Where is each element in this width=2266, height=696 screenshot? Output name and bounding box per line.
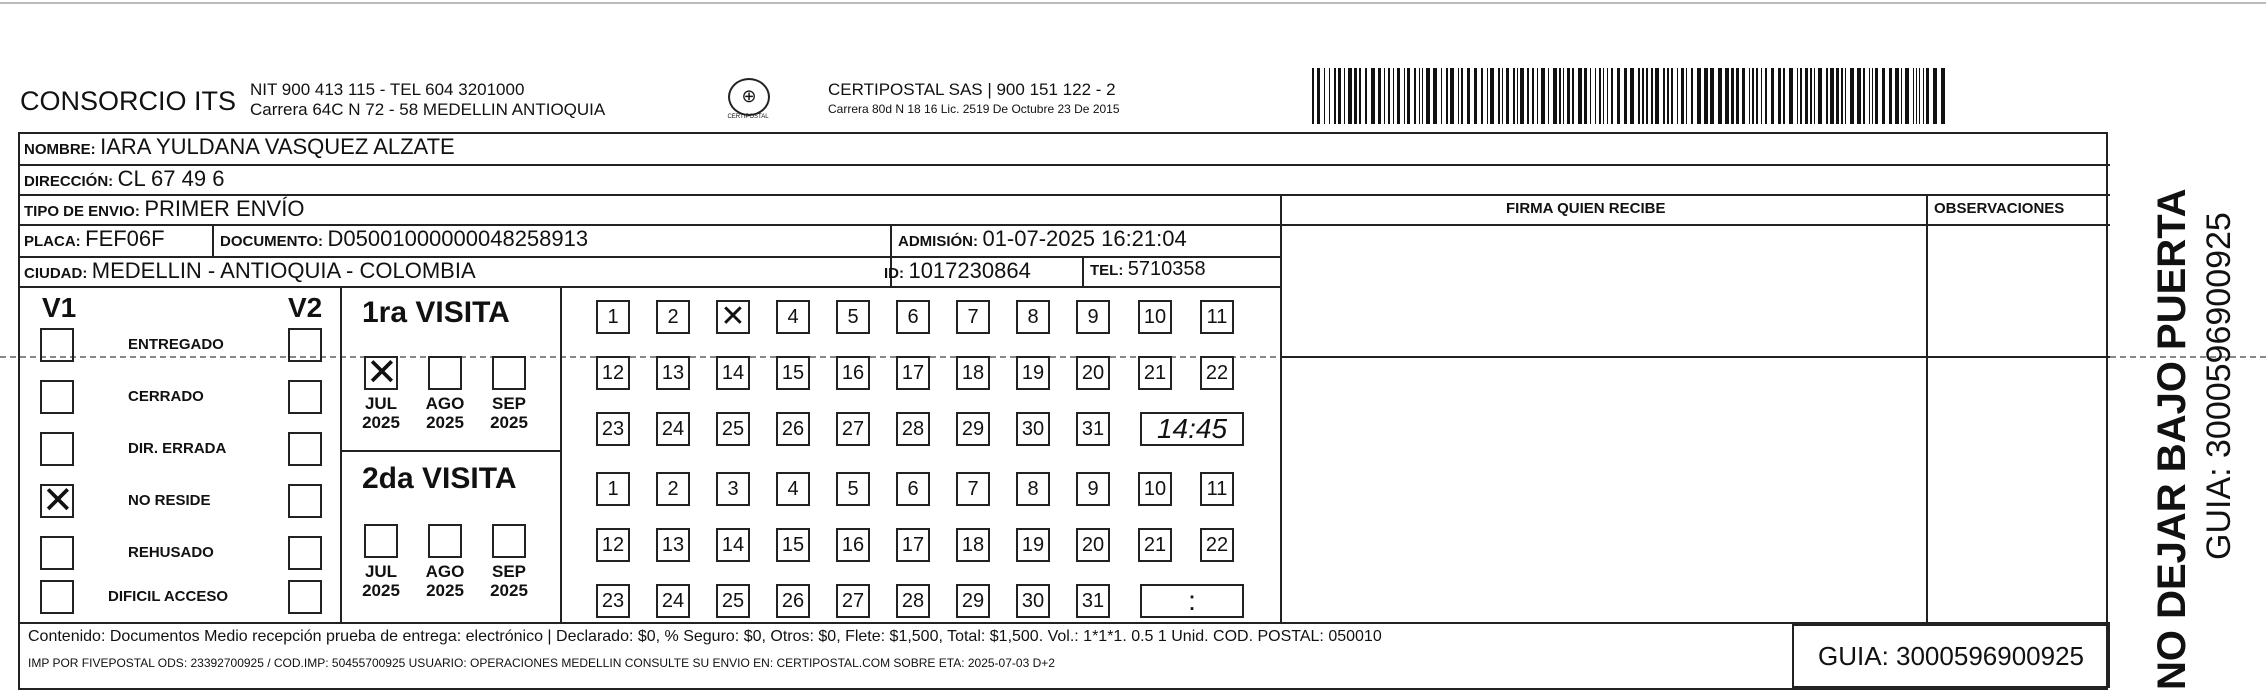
ciudad-field xyxy=(24,258,476,284)
day-box[interactable]: 1 xyxy=(596,472,630,506)
guia-box: GUIA: 3000596900925 xyxy=(1792,624,2110,688)
month-label: JUL 2025 xyxy=(362,562,400,600)
status-label: DIFICIL ACCESO xyxy=(108,588,229,605)
day-box[interactable]: 31 xyxy=(1076,412,1110,446)
v2-checkbox[interactable] xyxy=(288,536,322,570)
day-box[interactable]: 8 xyxy=(1016,472,1050,506)
day-box[interactable]: 21 xyxy=(1138,356,1172,390)
v1-checkbox[interactable] xyxy=(40,432,74,466)
day-box[interactable]: 19 xyxy=(1016,356,1050,390)
month-label: JUL 2025 xyxy=(362,394,400,432)
day-box[interactable]: 5 xyxy=(836,472,870,506)
barcode xyxy=(1312,68,1952,124)
day-box[interactable]: 28 xyxy=(896,584,930,618)
day-box[interactable]: 5 xyxy=(836,300,870,334)
id-value: 1017230864 xyxy=(908,258,1031,283)
delivery-form xyxy=(18,132,2108,690)
admision-value: 01-07-2025 16:21:04 xyxy=(982,226,1187,251)
direccion-row xyxy=(24,166,224,192)
day-box[interactable]: 17 xyxy=(896,356,930,390)
tel-field xyxy=(1090,258,1206,281)
no-dejar-warning: NO DEJAR BAJO PUERTA xyxy=(2150,188,2194,690)
day-box[interactable]: 19 xyxy=(1016,528,1050,562)
month-label: AGO 2025 xyxy=(425,394,465,432)
tipo-label: TIPO DE ENVIO: xyxy=(24,203,140,220)
id-label: ID: xyxy=(884,265,904,282)
status-label: NO RESIDE xyxy=(128,492,211,509)
direccion-label: DIRECCIÓN: xyxy=(24,173,114,190)
day-box[interactable]: 3 xyxy=(716,472,750,506)
top-tear-line xyxy=(0,2,2266,4)
documento-field xyxy=(220,226,588,252)
day-box[interactable]: 11 xyxy=(1200,472,1234,506)
day-box[interactable]: 27 xyxy=(836,584,870,618)
v2-checkbox[interactable] xyxy=(288,328,322,362)
day-box[interactable]: 25 xyxy=(716,412,750,446)
company-nit: NIT 900 413 115 - TEL 604 3201000 xyxy=(250,80,525,99)
ciudad-value: MEDELLIN - ANTIOQUIA - COLOMBIA xyxy=(91,258,476,283)
day-box[interactable]: 17 xyxy=(896,528,930,562)
day-box[interactable]: 12 xyxy=(596,356,630,390)
v2-checkbox[interactable] xyxy=(288,484,322,518)
day-box[interactable]: 2 xyxy=(656,472,690,506)
tel-value: 5710358 xyxy=(1127,258,1206,280)
day-box[interactable]: 13 xyxy=(656,356,690,390)
day-box[interactable]: 24 xyxy=(656,584,690,618)
time-box[interactable]: 14:45 xyxy=(1140,412,1244,446)
status-label: DIR. ERRADA xyxy=(128,440,227,457)
id-field xyxy=(884,258,1031,284)
nombre-value: IARA YULDANA VASQUEZ ALZATE xyxy=(100,134,455,159)
certipostal-logo: ⊕ xyxy=(728,78,770,116)
day-box[interactable]: 18 xyxy=(956,528,990,562)
day-box[interactable]: 10 xyxy=(1138,300,1172,334)
v1-checkbox[interactable] xyxy=(40,328,74,362)
day-box[interactable]: 23 xyxy=(596,584,630,618)
v2-header: V2 xyxy=(288,292,323,323)
status-label: ENTREGADO xyxy=(128,336,224,353)
logo-text: CERTIPOSTAL xyxy=(727,114,769,120)
day-box[interactable]: 6 xyxy=(896,300,930,334)
day-box[interactable]: 28 xyxy=(896,412,930,446)
documento-label: DOCUMENTO: xyxy=(220,233,324,250)
v1-checkbox[interactable] xyxy=(40,380,74,414)
day-box[interactable]: 14 xyxy=(716,528,750,562)
company-info xyxy=(250,80,605,120)
day-box[interactable]: 22 xyxy=(1200,356,1234,390)
day-box[interactable]: 30 xyxy=(1016,584,1050,618)
day-box[interactable]: 2 xyxy=(656,300,690,334)
certipostal-license: Carrera 80d N 18 16 Lic. 2519 De Octubre 23 De 2015 xyxy=(828,102,1120,116)
month-label: SEP 2025 xyxy=(490,394,528,432)
day-box[interactable]: 14 xyxy=(716,356,750,390)
month-label: AGO 2025 xyxy=(425,562,465,600)
placa-field xyxy=(24,226,165,252)
admision-label: ADMISIÓN: xyxy=(898,233,978,250)
v1-checkbox[interactable] xyxy=(40,536,74,570)
month-checkbox[interactable] xyxy=(428,524,462,558)
month-checkbox[interactable] xyxy=(492,356,526,390)
second-visit-title: 2da VISITA xyxy=(362,462,517,495)
month-checkbox[interactable]: ✕ xyxy=(366,352,398,394)
day-box[interactable]: 27 xyxy=(836,412,870,446)
day-box[interactable]: 20 xyxy=(1076,356,1110,390)
v2-checkbox[interactable] xyxy=(288,580,322,614)
day-box[interactable]: 9 xyxy=(1076,300,1110,334)
day-box[interactable]: 7 xyxy=(956,472,990,506)
nombre-row xyxy=(24,134,455,160)
status-label: REHUSADO xyxy=(128,544,214,561)
v1-checkbox[interactable]: ✕ xyxy=(42,480,74,522)
print-info-line: IMP POR FIVEPOSTAL ODS: 23392700925 / COD.IMP: 50455700925 USUARIO: OPERACIONES MEDELLIN CONSULTE SU ENVIO EN: CERTIPOSTAL.COM SOBRE ETA: 2025-07-03 D+2 xyxy=(28,656,1055,670)
v1-checkbox[interactable] xyxy=(40,580,74,614)
day-box[interactable]: 15 xyxy=(776,528,810,562)
tipo-row xyxy=(24,196,304,222)
day-box[interactable]: ✕ xyxy=(716,300,750,334)
first-visit-title: 1ra VISITA xyxy=(362,296,510,329)
observaciones-header: OBSERVACIONES xyxy=(1934,200,2065,217)
day-box[interactable]: 7 xyxy=(956,300,990,334)
day-box[interactable]: 9 xyxy=(1076,472,1110,506)
day-box[interactable]: 22 xyxy=(1200,528,1234,562)
day-box[interactable]: 30 xyxy=(1016,412,1050,446)
v2-checkbox[interactable] xyxy=(288,380,322,414)
company-name: CONSORCIO ITS xyxy=(20,86,237,116)
tipo-value: PRIMER ENVÍO xyxy=(144,196,305,221)
day-box[interactable]: 26 xyxy=(776,412,810,446)
nombre-label: NOMBRE: xyxy=(24,141,96,158)
day-box[interactable]: 4 xyxy=(776,472,810,506)
day-box[interactable]: 29 xyxy=(956,584,990,618)
day-box[interactable]: 8 xyxy=(1016,300,1050,334)
v2-checkbox[interactable] xyxy=(288,432,322,466)
day-box[interactable]: 29 xyxy=(956,412,990,446)
day-box[interactable]: 1 xyxy=(596,300,630,334)
month-checkbox[interactable] xyxy=(428,356,462,390)
day-box[interactable]: 13 xyxy=(656,528,690,562)
v1-header: V1 xyxy=(42,292,77,323)
ciudad-label: CIUDAD: xyxy=(24,265,88,282)
certipostal-info: CERTIPOSTAL SAS | 900 151 122 - 2 xyxy=(828,80,1116,99)
day-box[interactable]: 25 xyxy=(716,584,750,618)
day-box[interactable]: 10 xyxy=(1138,472,1172,506)
firma-header: FIRMA QUIEN RECIBE xyxy=(1506,200,1666,217)
month-label: SEP 2025 xyxy=(490,562,528,600)
status-label: CERRADO xyxy=(128,388,204,405)
placa-value: FEF06F xyxy=(85,226,165,251)
day-box[interactable]: 4 xyxy=(776,300,810,334)
day-box[interactable]: 24 xyxy=(656,412,690,446)
day-box[interactable]: 20 xyxy=(1076,528,1110,562)
day-box[interactable]: 11 xyxy=(1200,300,1234,334)
time-box[interactable]: : xyxy=(1140,584,1244,618)
direccion-value: CL 67 49 6 xyxy=(117,166,225,191)
side-guia: GUIA: 3000596900925 xyxy=(2200,212,2238,560)
company-address: Carrera 64C N 72 - 58 MEDELLIN ANTIOQUIA xyxy=(250,100,606,119)
month-checkbox[interactable] xyxy=(364,524,398,558)
placa-label: PLACA: xyxy=(24,233,81,250)
tel-label: TEL: xyxy=(1090,262,1124,279)
day-box[interactable]: 26 xyxy=(776,584,810,618)
day-box[interactable]: 6 xyxy=(896,472,930,506)
admision-field xyxy=(898,226,1187,252)
day-box[interactable]: 21 xyxy=(1138,528,1172,562)
day-box[interactable]: 31 xyxy=(1076,584,1110,618)
day-box[interactable]: 18 xyxy=(956,356,990,390)
day-box[interactable]: 16 xyxy=(836,356,870,390)
day-box[interactable]: 15 xyxy=(776,356,810,390)
day-box[interactable]: 16 xyxy=(836,528,870,562)
month-checkbox[interactable] xyxy=(492,524,526,558)
documento-value: D05001000000048258913 xyxy=(327,226,589,251)
day-box[interactable]: 23 xyxy=(596,412,630,446)
day-box[interactable]: 12 xyxy=(596,528,630,562)
contents-line: Contenido: Documentos Medio recepción prueba de entrega: electrónico | Declarado: $0, % Seguro: $0, Otros: $0, Flete: $1,500, Total: $1,500. Vol.: 1*1*1. 0.5 1 Unid. COD. POSTAL: 050010 xyxy=(28,628,1382,645)
